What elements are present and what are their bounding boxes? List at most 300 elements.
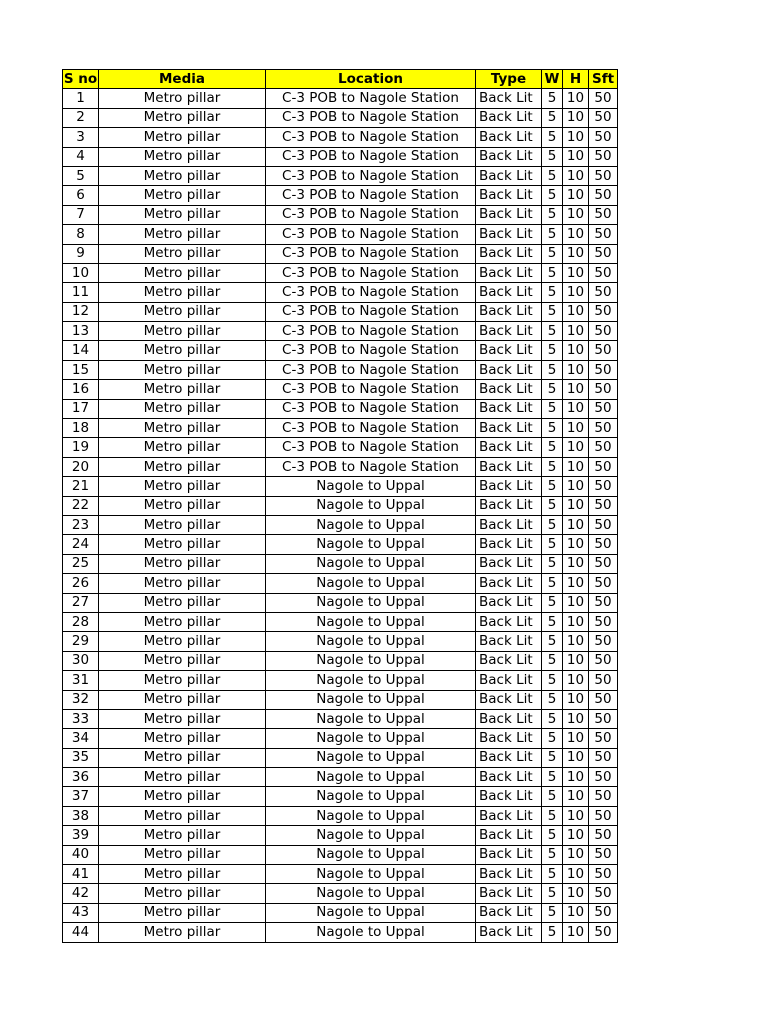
width-cell: 5 <box>542 748 563 767</box>
location-cell: Nagole to Uppal <box>266 884 476 903</box>
type-cell: Back Lit <box>476 225 542 244</box>
width-cell: 5 <box>542 709 563 728</box>
height-cell: 10 <box>563 244 589 263</box>
location-cell: C-3 POB to Nagole Station <box>266 225 476 244</box>
sno-cell: 38 <box>63 806 99 825</box>
media-cell: Metro pillar <box>99 438 266 457</box>
sft-cell: 50 <box>589 166 618 185</box>
location-cell: Nagole to Uppal <box>266 612 476 631</box>
height-cell: 10 <box>563 515 589 534</box>
width-cell: 5 <box>542 554 563 573</box>
width-cell: 5 <box>542 380 563 399</box>
sft-cell: 50 <box>589 399 618 418</box>
media-cell: Metro pillar <box>99 884 266 903</box>
location-cell: Nagole to Uppal <box>266 729 476 748</box>
height-cell: 10 <box>563 651 589 670</box>
location-cell: C-3 POB to Nagole Station <box>266 283 476 302</box>
location-cell: C-3 POB to Nagole Station <box>266 399 476 418</box>
header-row <box>63 70 618 89</box>
height-cell: 10 <box>563 477 589 496</box>
media-cell: Metro pillar <box>99 341 266 360</box>
media-cell: Metro pillar <box>99 826 266 845</box>
media-cell: Metro pillar <box>99 147 266 166</box>
table-row <box>63 709 618 728</box>
sft-cell: 50 <box>589 554 618 573</box>
sft-cell: 50 <box>589 419 618 438</box>
width-cell: 5 <box>542 438 563 457</box>
width-cell: 5 <box>542 845 563 864</box>
type-cell: Back Lit <box>476 923 542 942</box>
location-cell: Nagole to Uppal <box>266 535 476 554</box>
width-cell: 5 <box>542 806 563 825</box>
location-cell: C-3 POB to Nagole Station <box>266 457 476 476</box>
type-cell: Back Lit <box>476 787 542 806</box>
table-row <box>63 593 618 612</box>
type-cell: Back Lit <box>476 360 542 379</box>
type-cell: Back Lit <box>476 244 542 263</box>
width-cell: 5 <box>542 108 563 127</box>
type-cell: Back Lit <box>476 612 542 631</box>
sno-cell: 12 <box>63 302 99 321</box>
width-cell: 5 <box>542 612 563 631</box>
sno-cell: 9 <box>63 244 99 263</box>
table-row <box>63 263 618 282</box>
width-cell: 5 <box>542 399 563 418</box>
header-cell-location: Location <box>266 70 476 89</box>
sno-cell: 16 <box>63 380 99 399</box>
width-cell: 5 <box>542 884 563 903</box>
location-cell: C-3 POB to Nagole Station <box>266 147 476 166</box>
height-cell: 10 <box>563 884 589 903</box>
sno-cell: 24 <box>63 535 99 554</box>
type-cell: Back Lit <box>476 205 542 224</box>
media-inventory-table <box>62 69 618 943</box>
sft-cell: 50 <box>589 360 618 379</box>
type-cell: Back Lit <box>476 806 542 825</box>
sft-cell: 50 <box>589 593 618 612</box>
location-cell: Nagole to Uppal <box>266 671 476 690</box>
type-cell: Back Lit <box>476 748 542 767</box>
width-cell: 5 <box>542 690 563 709</box>
media-cell: Metro pillar <box>99 903 266 922</box>
table-row <box>63 108 618 127</box>
table-row <box>63 128 618 147</box>
media-cell: Metro pillar <box>99 690 266 709</box>
table-row <box>63 787 618 806</box>
type-cell: Back Lit <box>476 826 542 845</box>
height-cell: 10 <box>563 709 589 728</box>
sno-cell: 21 <box>63 477 99 496</box>
width-cell: 5 <box>542 225 563 244</box>
table-body <box>63 89 618 942</box>
height-cell: 10 <box>563 923 589 942</box>
location-cell: C-3 POB to Nagole Station <box>266 205 476 224</box>
height-cell: 10 <box>563 690 589 709</box>
type-cell: Back Lit <box>476 903 542 922</box>
height-cell: 10 <box>563 205 589 224</box>
table-row <box>63 457 618 476</box>
location-cell: Nagole to Uppal <box>266 515 476 534</box>
sno-cell: 40 <box>63 845 99 864</box>
table-row <box>63 884 618 903</box>
location-cell: C-3 POB to Nagole Station <box>266 128 476 147</box>
sno-cell: 19 <box>63 438 99 457</box>
height-cell: 10 <box>563 496 589 515</box>
header-cell-sno: S no <box>63 70 99 89</box>
location-cell: C-3 POB to Nagole Station <box>266 341 476 360</box>
sft-cell: 50 <box>589 147 618 166</box>
height-cell: 10 <box>563 399 589 418</box>
type-cell: Back Lit <box>476 515 542 534</box>
type-cell: Back Lit <box>476 147 542 166</box>
sno-cell: 8 <box>63 225 99 244</box>
table-row <box>63 515 618 534</box>
location-cell: Nagole to Uppal <box>266 787 476 806</box>
media-cell: Metro pillar <box>99 574 266 593</box>
table-row <box>63 419 618 438</box>
sft-cell: 50 <box>589 341 618 360</box>
type-cell: Back Lit <box>476 554 542 573</box>
table-row <box>63 768 618 787</box>
width-cell: 5 <box>542 457 563 476</box>
height-cell: 10 <box>563 729 589 748</box>
type-cell: Back Lit <box>476 671 542 690</box>
sno-cell: 2 <box>63 108 99 127</box>
type-cell: Back Lit <box>476 477 542 496</box>
type-cell: Back Lit <box>476 865 542 884</box>
width-cell: 5 <box>542 826 563 845</box>
height-cell: 10 <box>563 186 589 205</box>
media-cell: Metro pillar <box>99 845 266 864</box>
sno-cell: 35 <box>63 748 99 767</box>
media-cell: Metro pillar <box>99 205 266 224</box>
table-row <box>63 729 618 748</box>
sft-cell: 50 <box>589 865 618 884</box>
media-cell: Metro pillar <box>99 263 266 282</box>
sno-cell: 32 <box>63 690 99 709</box>
type-cell: Back Lit <box>476 438 542 457</box>
height-cell: 10 <box>563 419 589 438</box>
type-cell: Back Lit <box>476 322 542 341</box>
height-cell: 10 <box>563 380 589 399</box>
type-cell: Back Lit <box>476 128 542 147</box>
height-cell: 10 <box>563 147 589 166</box>
sft-cell: 50 <box>589 496 618 515</box>
height-cell: 10 <box>563 438 589 457</box>
width-cell: 5 <box>542 244 563 263</box>
height-cell: 10 <box>563 535 589 554</box>
media-cell: Metro pillar <box>99 302 266 321</box>
location-cell: C-3 POB to Nagole Station <box>266 263 476 282</box>
height-cell: 10 <box>563 612 589 631</box>
sno-cell: 37 <box>63 787 99 806</box>
media-cell: Metro pillar <box>99 166 266 185</box>
location-cell: Nagole to Uppal <box>266 574 476 593</box>
table-row <box>63 166 618 185</box>
sno-cell: 10 <box>63 263 99 282</box>
sft-cell: 50 <box>589 108 618 127</box>
media-cell: Metro pillar <box>99 419 266 438</box>
sno-cell: 7 <box>63 205 99 224</box>
type-cell: Back Lit <box>476 89 542 108</box>
width-cell: 5 <box>542 128 563 147</box>
width-cell: 5 <box>542 419 563 438</box>
sno-cell: 5 <box>63 166 99 185</box>
type-cell: Back Lit <box>476 729 542 748</box>
table-row <box>63 147 618 166</box>
height-cell: 10 <box>563 360 589 379</box>
media-cell: Metro pillar <box>99 651 266 670</box>
sft-cell: 50 <box>589 438 618 457</box>
height-cell: 10 <box>563 554 589 573</box>
width-cell: 5 <box>542 903 563 922</box>
table-row <box>63 535 618 554</box>
location-cell: Nagole to Uppal <box>266 690 476 709</box>
media-cell: Metro pillar <box>99 515 266 534</box>
table-row <box>63 690 618 709</box>
media-cell: Metro pillar <box>99 477 266 496</box>
table-row <box>63 923 618 942</box>
type-cell: Back Lit <box>476 457 542 476</box>
sft-cell: 50 <box>589 186 618 205</box>
table-row <box>63 612 618 631</box>
height-cell: 10 <box>563 768 589 787</box>
media-cell: Metro pillar <box>99 128 266 147</box>
table-row <box>63 302 618 321</box>
height-cell: 10 <box>563 341 589 360</box>
location-cell: C-3 POB to Nagole Station <box>266 244 476 263</box>
sno-cell: 13 <box>63 322 99 341</box>
width-cell: 5 <box>542 89 563 108</box>
media-cell: Metro pillar <box>99 186 266 205</box>
sft-cell: 50 <box>589 923 618 942</box>
width-cell: 5 <box>542 302 563 321</box>
type-cell: Back Lit <box>476 496 542 515</box>
sft-cell: 50 <box>589 884 618 903</box>
media-cell: Metro pillar <box>99 671 266 690</box>
width-cell: 5 <box>542 360 563 379</box>
height-cell: 10 <box>563 845 589 864</box>
width-cell: 5 <box>542 322 563 341</box>
height-cell: 10 <box>563 671 589 690</box>
sft-cell: 50 <box>589 205 618 224</box>
location-cell: C-3 POB to Nagole Station <box>266 302 476 321</box>
height-cell: 10 <box>563 108 589 127</box>
height-cell: 10 <box>563 574 589 593</box>
height-cell: 10 <box>563 632 589 651</box>
location-cell: C-3 POB to Nagole Station <box>266 419 476 438</box>
width-cell: 5 <box>542 574 563 593</box>
media-cell: Metro pillar <box>99 535 266 554</box>
header-cell-height: H <box>563 70 589 89</box>
sft-cell: 50 <box>589 477 618 496</box>
width-cell: 5 <box>542 186 563 205</box>
location-cell: Nagole to Uppal <box>266 748 476 767</box>
sft-cell: 50 <box>589 903 618 922</box>
sno-cell: 11 <box>63 283 99 302</box>
location-cell: Nagole to Uppal <box>266 903 476 922</box>
sno-cell: 27 <box>63 593 99 612</box>
table-row <box>63 380 618 399</box>
media-cell: Metro pillar <box>99 593 266 612</box>
media-cell: Metro pillar <box>99 554 266 573</box>
sft-cell: 50 <box>589 709 618 728</box>
width-cell: 5 <box>542 865 563 884</box>
sno-cell: 39 <box>63 826 99 845</box>
width-cell: 5 <box>542 205 563 224</box>
table-row <box>63 671 618 690</box>
table-row <box>63 322 618 341</box>
sno-cell: 17 <box>63 399 99 418</box>
width-cell: 5 <box>542 283 563 302</box>
width-cell: 5 <box>542 671 563 690</box>
media-cell: Metro pillar <box>99 729 266 748</box>
table-row <box>63 865 618 884</box>
table-row <box>63 477 618 496</box>
type-cell: Back Lit <box>476 108 542 127</box>
media-cell: Metro pillar <box>99 612 266 631</box>
table-row <box>63 496 618 515</box>
sft-cell: 50 <box>589 322 618 341</box>
sft-cell: 50 <box>589 515 618 534</box>
location-cell: Nagole to Uppal <box>266 845 476 864</box>
location-cell: Nagole to Uppal <box>266 651 476 670</box>
sft-cell: 50 <box>589 89 618 108</box>
sft-cell: 50 <box>589 651 618 670</box>
width-cell: 5 <box>542 341 563 360</box>
height-cell: 10 <box>563 903 589 922</box>
sno-cell: 30 <box>63 651 99 670</box>
header-cell-media: Media <box>99 70 266 89</box>
type-cell: Back Lit <box>476 690 542 709</box>
height-cell: 10 <box>563 283 589 302</box>
location-cell: C-3 POB to Nagole Station <box>266 438 476 457</box>
media-cell: Metro pillar <box>99 787 266 806</box>
width-cell: 5 <box>542 787 563 806</box>
width-cell: 5 <box>542 729 563 748</box>
table-row <box>63 806 618 825</box>
location-cell: C-3 POB to Nagole Station <box>266 89 476 108</box>
sft-cell: 50 <box>589 787 618 806</box>
type-cell: Back Lit <box>476 341 542 360</box>
table-row <box>63 826 618 845</box>
media-cell: Metro pillar <box>99 806 266 825</box>
height-cell: 10 <box>563 787 589 806</box>
table-row <box>63 244 618 263</box>
table-row <box>63 205 618 224</box>
type-cell: Back Lit <box>476 186 542 205</box>
type-cell: Back Lit <box>476 380 542 399</box>
type-cell: Back Lit <box>476 283 542 302</box>
sft-cell: 50 <box>589 457 618 476</box>
sft-cell: 50 <box>589 574 618 593</box>
sno-cell: 25 <box>63 554 99 573</box>
sno-cell: 29 <box>63 632 99 651</box>
type-cell: Back Lit <box>476 535 542 554</box>
media-cell: Metro pillar <box>99 360 266 379</box>
location-cell: Nagole to Uppal <box>266 632 476 651</box>
type-cell: Back Lit <box>476 709 542 728</box>
media-cell: Metro pillar <box>99 283 266 302</box>
table-row <box>63 632 618 651</box>
width-cell: 5 <box>542 477 563 496</box>
media-cell: Metro pillar <box>99 865 266 884</box>
sft-cell: 50 <box>589 302 618 321</box>
width-cell: 5 <box>542 166 563 185</box>
type-cell: Back Lit <box>476 263 542 282</box>
height-cell: 10 <box>563 89 589 108</box>
media-cell: Metro pillar <box>99 108 266 127</box>
sno-cell: 31 <box>63 671 99 690</box>
table-row <box>63 186 618 205</box>
width-cell: 5 <box>542 632 563 651</box>
type-cell: Back Lit <box>476 768 542 787</box>
sno-cell: 26 <box>63 574 99 593</box>
media-cell: Metro pillar <box>99 457 266 476</box>
media-cell: Metro pillar <box>99 244 266 263</box>
type-cell: Back Lit <box>476 593 542 612</box>
height-cell: 10 <box>563 263 589 282</box>
sno-cell: 22 <box>63 496 99 515</box>
media-cell: Metro pillar <box>99 399 266 418</box>
table-row <box>63 651 618 670</box>
width-cell: 5 <box>542 923 563 942</box>
sno-cell: 3 <box>63 128 99 147</box>
location-cell: Nagole to Uppal <box>266 496 476 515</box>
sft-cell: 50 <box>589 535 618 554</box>
sno-cell: 15 <box>63 360 99 379</box>
media-cell: Metro pillar <box>99 748 266 767</box>
location-cell: Nagole to Uppal <box>266 709 476 728</box>
height-cell: 10 <box>563 806 589 825</box>
table-row <box>63 341 618 360</box>
sno-cell: 36 <box>63 768 99 787</box>
height-cell: 10 <box>563 593 589 612</box>
sft-cell: 50 <box>589 768 618 787</box>
sft-cell: 50 <box>589 826 618 845</box>
type-cell: Back Lit <box>476 166 542 185</box>
sft-cell: 50 <box>589 845 618 864</box>
height-cell: 10 <box>563 826 589 845</box>
header-cell-sft: Sft <box>589 70 618 89</box>
sno-cell: 14 <box>63 341 99 360</box>
sno-cell: 44 <box>63 923 99 942</box>
width-cell: 5 <box>542 651 563 670</box>
location-cell: Nagole to Uppal <box>266 554 476 573</box>
header-cell-width: W <box>542 70 563 89</box>
sft-cell: 50 <box>589 729 618 748</box>
table-row <box>63 283 618 302</box>
media-cell: Metro pillar <box>99 380 266 399</box>
sno-cell: 23 <box>63 515 99 534</box>
sno-cell: 1 <box>63 89 99 108</box>
width-cell: 5 <box>542 515 563 534</box>
sft-cell: 50 <box>589 380 618 399</box>
media-cell: Metro pillar <box>99 225 266 244</box>
table-row <box>63 360 618 379</box>
sno-cell: 43 <box>63 903 99 922</box>
height-cell: 10 <box>563 166 589 185</box>
location-cell: Nagole to Uppal <box>266 923 476 942</box>
location-cell: Nagole to Uppal <box>266 826 476 845</box>
sft-cell: 50 <box>589 263 618 282</box>
media-cell: Metro pillar <box>99 709 266 728</box>
type-cell: Back Lit <box>476 419 542 438</box>
table-row <box>63 438 618 457</box>
height-cell: 10 <box>563 748 589 767</box>
location-cell: C-3 POB to Nagole Station <box>266 108 476 127</box>
sft-cell: 50 <box>589 128 618 147</box>
